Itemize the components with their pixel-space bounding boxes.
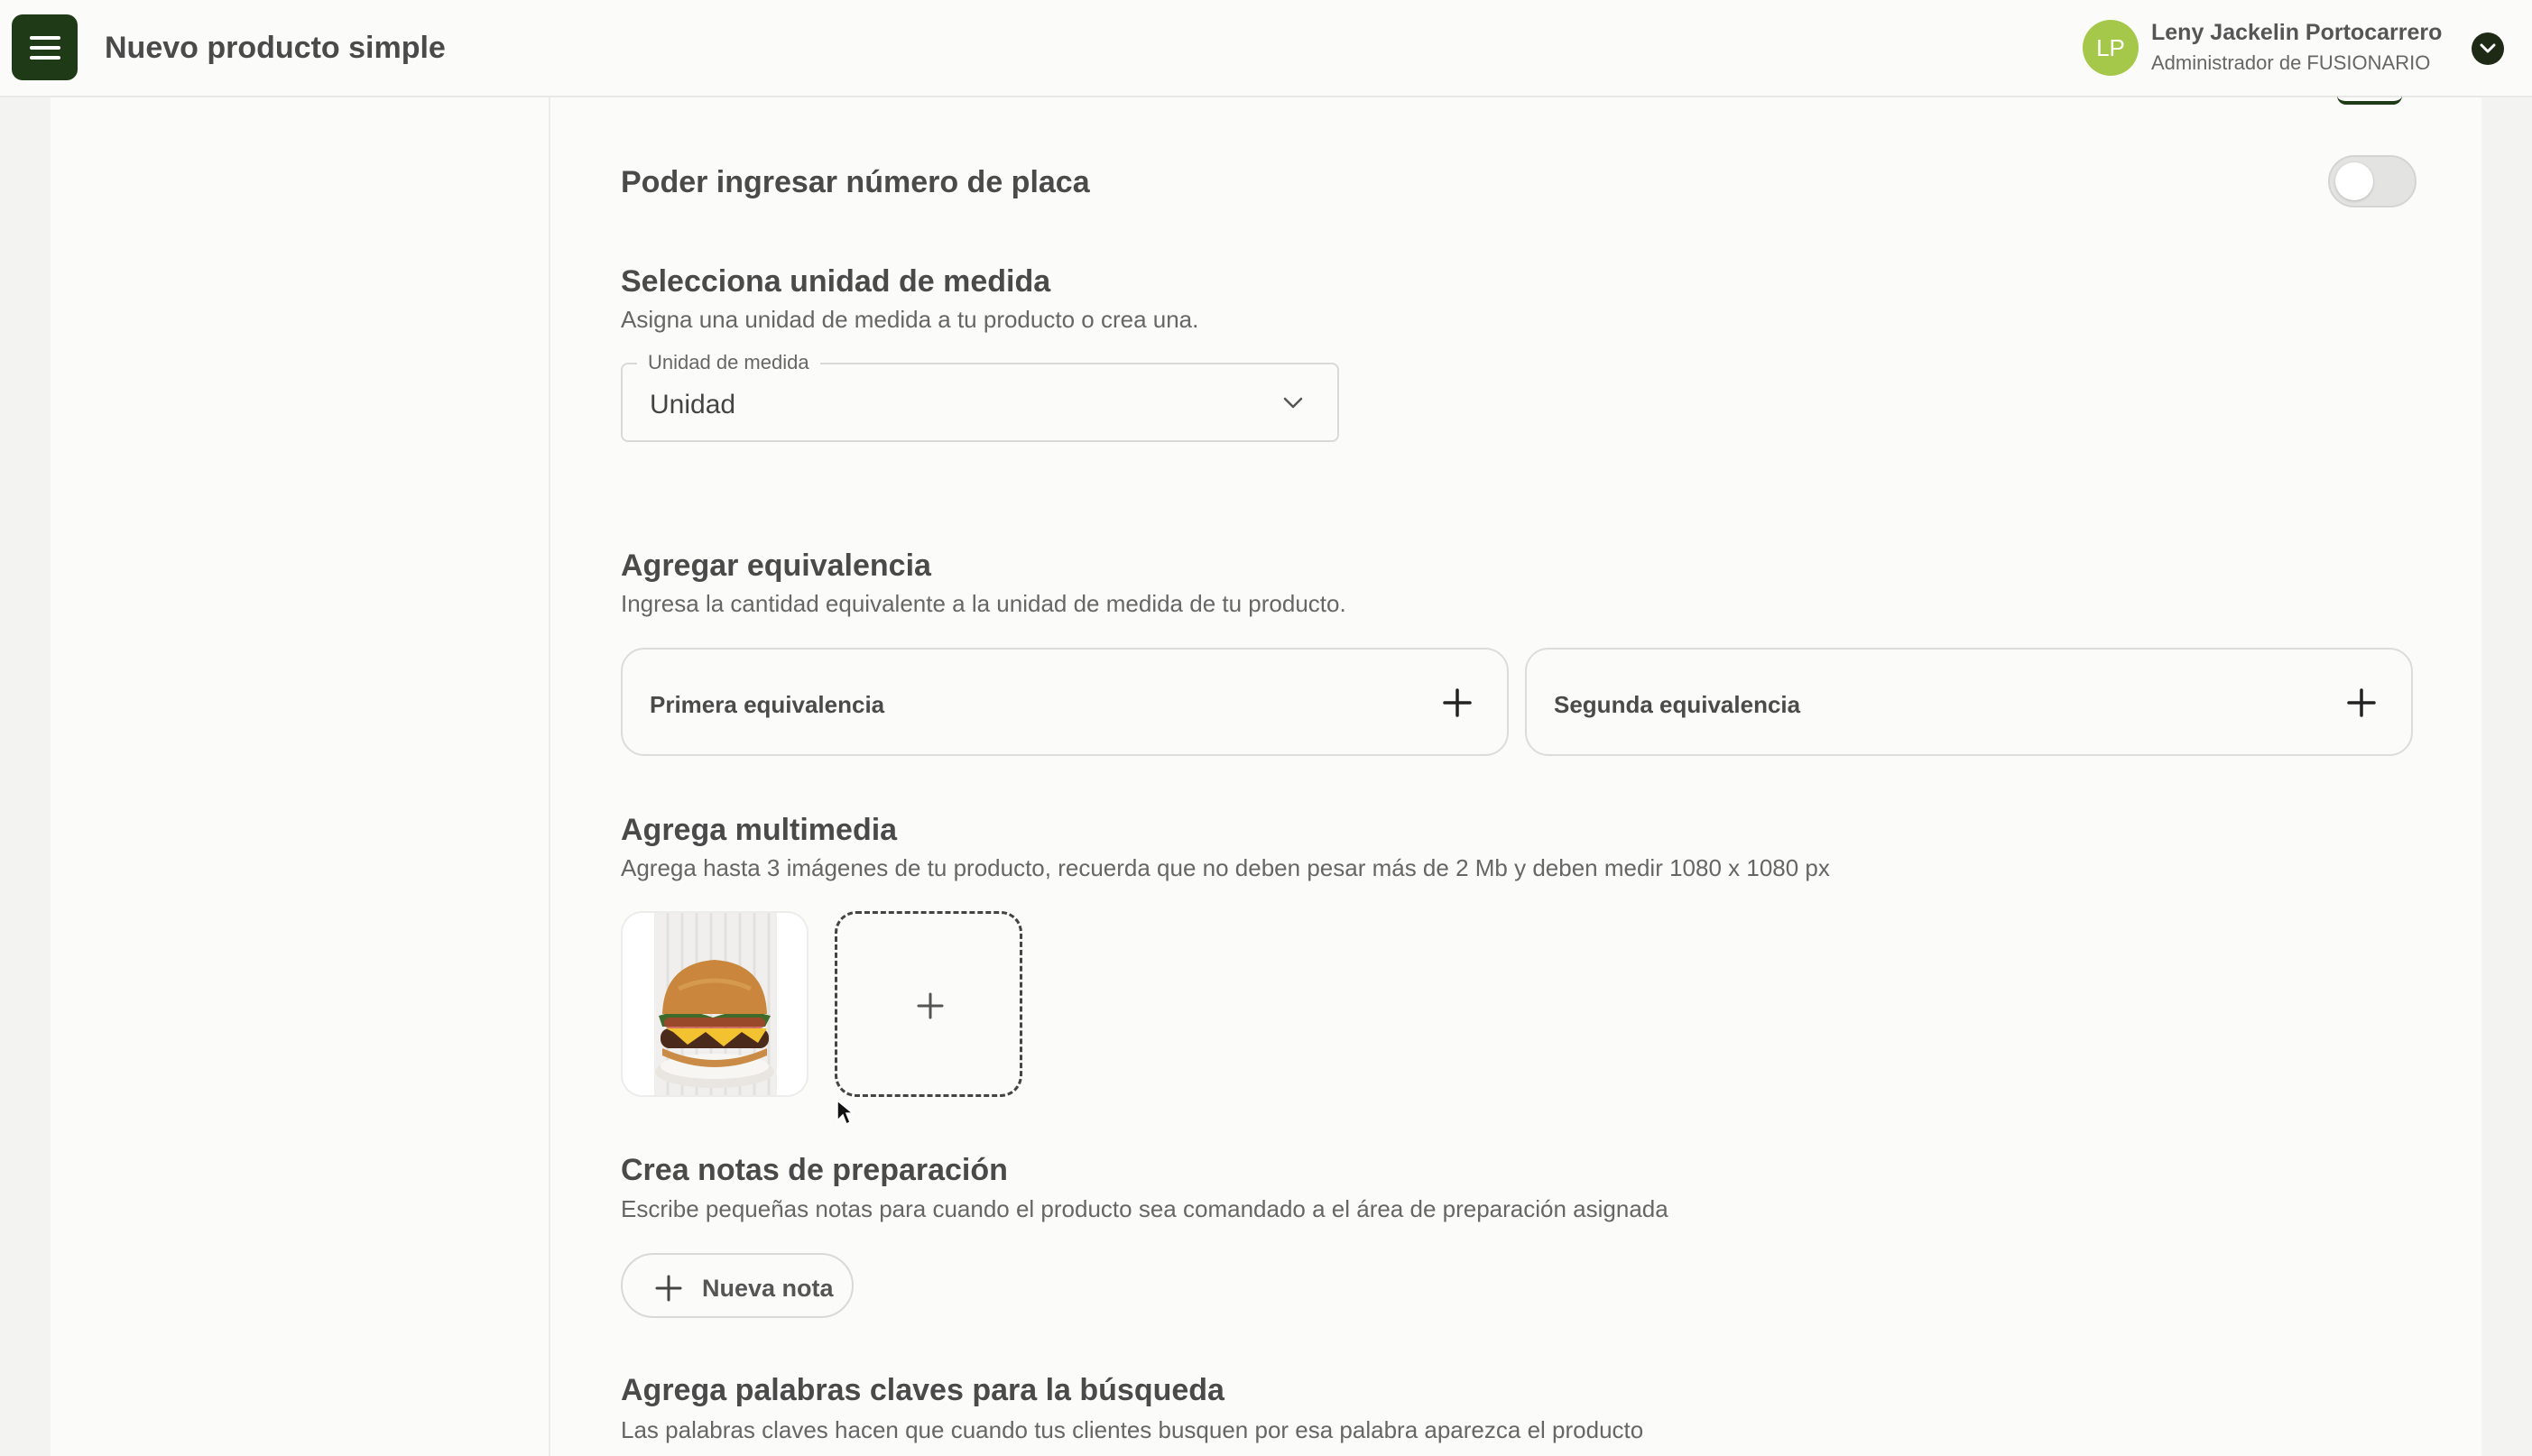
page-title: Nuevo producto simple xyxy=(105,31,446,65)
unit-select-label: Unidad de medida xyxy=(637,351,820,374)
first-equivalence-button[interactable] xyxy=(621,648,1509,756)
previous-toggle-edge xyxy=(2337,90,2402,105)
notes-title: Crea notas de preparación xyxy=(621,1153,1008,1187)
plus-icon xyxy=(655,1275,682,1302)
media-title: Agrega multimedia xyxy=(621,813,898,847)
hamburger-icon-line xyxy=(30,56,60,60)
hamburger-icon-line xyxy=(30,46,60,50)
plate-label: Poder ingresar número de placa xyxy=(621,165,1090,199)
left-panel xyxy=(51,97,550,1456)
unit-select[interactable] xyxy=(621,351,1339,442)
keywords-title: Agrega palabras claves para la búsqueda xyxy=(621,1373,1224,1407)
top-bar xyxy=(0,0,2532,97)
hamburger-icon-line xyxy=(30,36,60,40)
user-name[interactable]: Leny Jackelin Portocarrero xyxy=(2151,20,2443,45)
menu-button[interactable] xyxy=(12,14,78,80)
new-note-button[interactable] xyxy=(621,1253,854,1318)
unit-title: Selecciona unidad de medida xyxy=(621,264,1051,299)
chevron-down-icon xyxy=(1283,397,1303,410)
user-role: Administrador de FUSIONARIO xyxy=(2151,51,2431,74)
unit-select-value: Unidad xyxy=(650,390,736,419)
second-equivalence-button[interactable] xyxy=(1525,648,2413,756)
keywords-description: Las palabras claves hacen que cuando tus clientes busquen por esa palabra aparezca el producto xyxy=(621,1416,1644,1443)
media-description: Agrega hasta 3 imágenes de tu producto, recuerda que no deben pesar más de 2 Mb y deben medir 1080 x 1080 px xyxy=(621,854,1830,881)
unit-description: Asigna una unidad de medida a tu producto o crea una. xyxy=(621,306,1199,333)
first-equivalence-label: Primera equivalencia xyxy=(650,691,885,718)
plate-toggle[interactable] xyxy=(2328,155,2416,207)
plus-icon xyxy=(2346,687,2377,718)
second-equivalence-label: Segunda equivalencia xyxy=(1554,691,1801,718)
equivalence-title: Agregar equivalencia xyxy=(621,548,931,583)
avatar[interactable]: LP xyxy=(2083,20,2139,76)
burger-image xyxy=(623,913,807,1095)
form-panel xyxy=(550,97,2481,1456)
add-image-button[interactable] xyxy=(835,911,1022,1097)
notes-description: Escribe pequeñas notas para cuando el producto sea comandado a el área de preparación asignada xyxy=(621,1195,1668,1222)
equivalence-description: Ingresa la cantidad equivalente a la unidad de medida de tu producto. xyxy=(621,590,1346,617)
plus-icon xyxy=(917,992,944,1019)
toggle-knob xyxy=(2335,162,2373,200)
product-image-thumbnail[interactable] xyxy=(621,911,809,1097)
user-menu-chevron-icon[interactable] xyxy=(2472,32,2504,65)
new-note-label: Nueva nota xyxy=(702,1275,834,1302)
plus-icon xyxy=(1442,687,1473,718)
mouse-cursor-icon xyxy=(836,1099,854,1126)
